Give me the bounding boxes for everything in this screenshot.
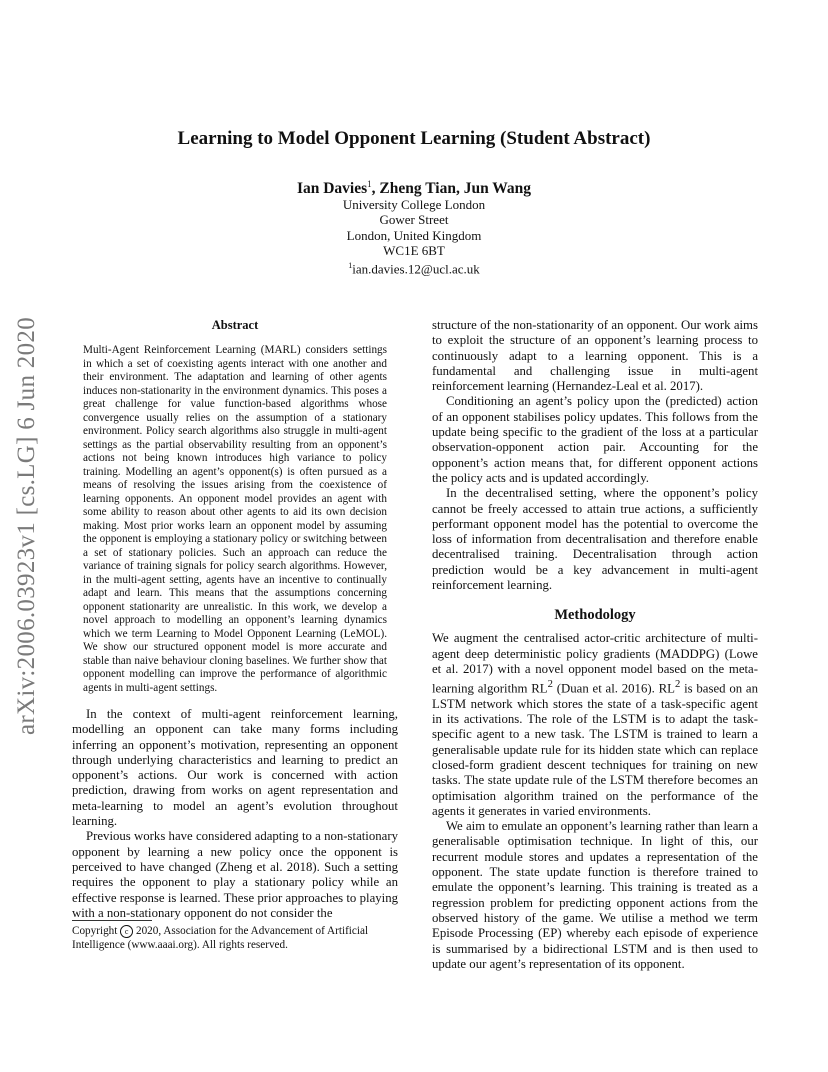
footnote-rule	[72, 920, 152, 921]
methodology-heading: Methodology	[554, 607, 636, 624]
method-text-a: We augment the centralised actor-critic architecture of multi-agent deep deterministic policy gradients (MADDPG) (Lowe et al. 2017) with a novel opponent model based on the meta-learning algorithm RL	[432, 631, 758, 696]
arxiv-sidebar	[12, 296, 42, 756]
abstract-text: Multi-Agent Reinforcement Learning (MARL) considers settings in which a set of coexisting agents interact with one another and their environment. The adaptation and learning of other agents induces non-stationarity in the environment dynamics. This poses a great challenge for value function-based algorithms whose convergence usually relies on the assumption of a stationary environment. Policy search algorithms also struggle in multi-agent settings as the partial observability resulting from an opponent’s actions not being known introduces high variance to policy training. Modelling an agent’s opponent(s) is often pursued as a means of resolving the issues arising from the coexistence of learning opponents. An opponent model provides an agent with some ability to reason about other agents to aid its own decision making. Most prior works learn an opponent model by assuming the opponent is employing a stationary policy or switching between a set of stationary policies. Such an approach can reduce the variance of training signals for policy search algorithms. However, in the multi-agent setting, agents have an incentive to continually adapt and learn. This means that the assumptions concerning opponent stationarity are unrealistic. In this work, we develop a novel approach to modelling an opponent’s learning dynamics which we term Learning to Model Opponent Learning (LeMOL). We show our structured opponent model is more accurate and stable than naive behaviour cloning baselines. We further show that opponent modelling can improve the performance of algorithmic agents in multi-agent settings.	[83, 344, 387, 694]
intro-paragraph-2: Previous works have considered adapting to a non-stationary opponent by learning a new policy once the opponent is perceived to have changed (Zheng et al. 2018). Such a setting requires the opponent to play a stationary policy while an effective response is learned. These prior approaches to playing with a non-stationary opponent do not consider the	[72, 829, 398, 920]
author-email-line	[60, 258, 768, 277]
copyright-footnote	[72, 924, 398, 952]
spacer	[72, 695, 398, 707]
right-paragraph-1: structure of the non-stationarity of an opponent. Our work aims to exploit the structure of an opponent’s learning process to continuously adapt to a learning opponent. This is a fundamental and challenging issue in multi-agent reinforcement learning (Hernandez-Leal et al. 2017).	[432, 318, 758, 394]
copyright-icon: c	[120, 925, 133, 938]
arxiv-identifier: arXiv:2006.03923v1 [cs.LG] 6 Jun 2020	[13, 317, 40, 735]
rl2-sup-2: 2	[674, 679, 681, 691]
copyright-prefix: Copyright	[72, 925, 118, 937]
author-list	[60, 179, 768, 198]
methodology-paragraph-2: We aim to emulate an opponent’s learning rather than learn a generalisable optimisation technique. In light of this, our recurrent module stores and updates a representation of the opponent. The state update function is therefore trained to emulate the opponent’s learning. This training is treated as a regression problem for predicting opponent actions from the observed history of the game. We utilise a method we term Episode Processing (EP) whereby each episode of experience is summarised by a bidirectional LSTM and is then used to update our agent’s representation of its opponent.	[432, 819, 758, 971]
rl2-sup-1: 2	[547, 679, 553, 691]
affiliation-line-2: Gower Street	[379, 212, 449, 228]
abstract-heading: Abstract	[211, 318, 259, 332]
paper-title: Learning to Model Opponent Learning (Student Abstract)	[177, 128, 651, 149]
right-paragraph-2: Conditioning an agent’s policy upon the (predicted) action of an opponent stabilises policy updates. This follows from the update being specific to the gradient of the loss at a particular observation-opponent action pair. Accounting for the opponent’s action means that, for different opponent actions the policy acts and is updated accordingly.	[432, 394, 758, 485]
affiliation-line-1: University College London	[342, 197, 486, 212]
right-paragraph-3: In the decentralised setting, where the opponent’s policy cannot be freely accessed to attain true actions, a sufficiently performant opponent model has the potential to overcome the loss of information from decentralisation and therefore enable decentralised training. Decentralisation through action prediction would be a key advancement in multi-agent reinforcement learning.	[432, 486, 758, 593]
author-rest: , Zheng Tian, Jun Wang	[371, 180, 532, 198]
author-first: Ian Davies	[296, 180, 368, 198]
affiliation-line-3: London, United Kingdom	[346, 227, 482, 243]
methodology-paragraph-1	[432, 631, 758, 819]
left-column	[72, 318, 398, 921]
email-sup: 1	[348, 261, 353, 271]
method-text-c: is based on an LSTM network which stores the state of a task-specific agent in its activations. The role of the LSTM is to adapt the task-specific agent to a new task. The LSTM is trained to learn a generalisable update rule for its hidden state which can replace closed-form gradient descent techniques for training on new tasks. The state update rule of the LSTM therefore becomes an optimisation algorithm trained on the performance of the agents it generates in varied environments.	[432, 681, 758, 818]
copyright-text: 2020, Association for the Advancement of Artificial Intelligence (www.aaai.org). All rights reserved.	[72, 925, 369, 951]
right-column	[432, 318, 758, 972]
method-text-b: (Duan et al. 2016). RL	[552, 681, 675, 696]
affiliation-line-4: WC1E 6BT	[383, 242, 445, 258]
intro-paragraph-1: In the context of multi-agent reinforcement learning, modelling an opponent can take many forms including inferring an opponent’s motivation, representing an opponent through underlying characteristics and learning to predict an opponent’s actions. Our work is concerned with action prediction, drawing from works on agent representation and meta-learning to model an agent’s evolution throughout learning.	[72, 707, 398, 829]
author-first-sup: 1	[367, 179, 372, 189]
author-email: ian.davies.12@ucl.ac.uk	[352, 261, 480, 277]
affiliation	[60, 197, 768, 277]
